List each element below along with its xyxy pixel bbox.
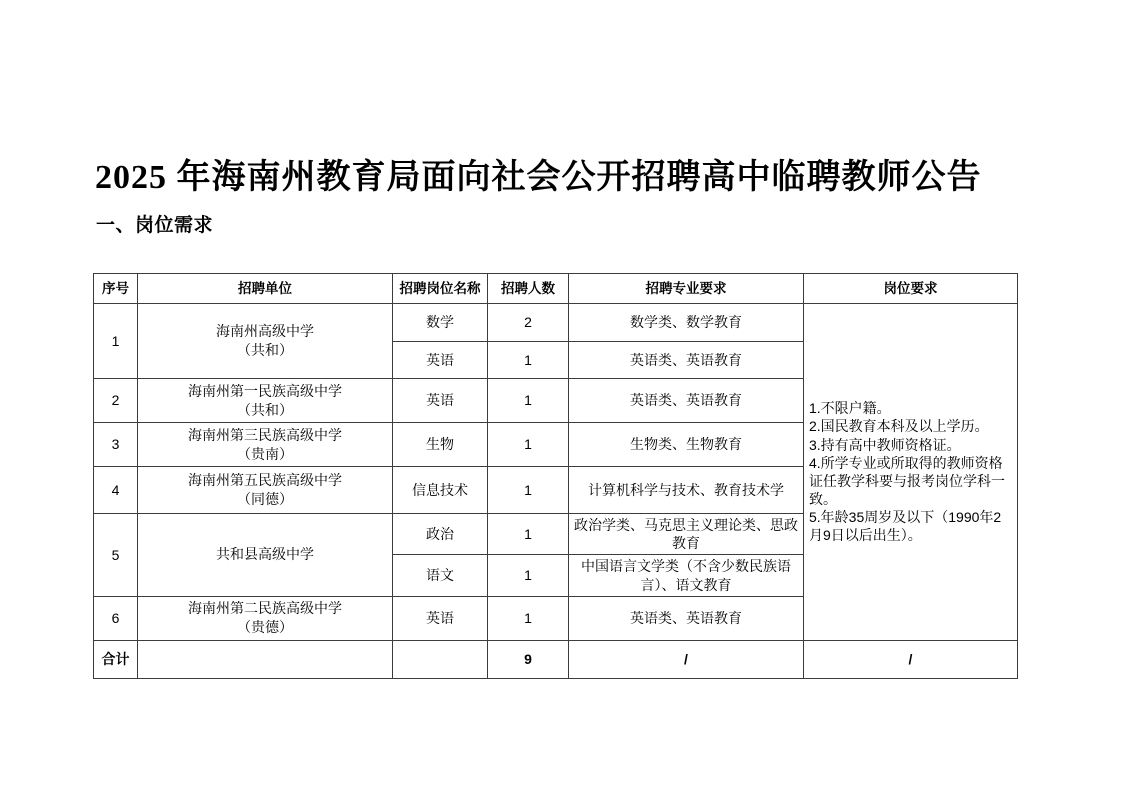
position-name: 政治: [393, 514, 488, 555]
position-name: 英语: [393, 342, 488, 379]
major-requirement: 英语类、英语教育: [569, 342, 804, 379]
position-count: 1: [488, 423, 569, 467]
total-count: 9: [488, 640, 569, 678]
requirement-line: 2.国民教育本科及以上学历。: [809, 418, 989, 435]
col-header-position: 招聘岗位名称: [393, 274, 488, 304]
unit-name: 海南州第五民族高级中学: [188, 472, 342, 489]
unit-name: 海南州第一民族高级中学: [188, 382, 342, 399]
unit-location: （贵南）: [237, 445, 293, 462]
major-requirement: 英语类、英语教育: [569, 596, 804, 640]
position-name: 英语: [393, 379, 488, 423]
unit-location: （贵德）: [237, 619, 293, 636]
unit-name: 海南州高级中学: [216, 323, 314, 340]
position-count: 1: [488, 342, 569, 379]
unit-name: 共和县高级中学: [216, 546, 314, 563]
position-count: 1: [488, 514, 569, 555]
major-requirement: 中国语言文学类（不含少数民族语言）、语文教育: [569, 555, 804, 596]
requirement-line: 4.所学专业或所取得的教师资格证任教学科要与报考岗位学科一致。: [809, 454, 1005, 508]
unit-location: （共和）: [237, 342, 293, 358]
unit-name: 海南州第三民族高级中学: [188, 426, 342, 443]
row-no: 2: [94, 379, 138, 423]
row-no: 4: [94, 467, 138, 514]
total-row: [94, 640, 1018, 678]
position-count: 1: [488, 379, 569, 423]
col-header-count: 招聘人数: [488, 274, 569, 304]
positions-table: [93, 273, 1018, 679]
major-requirement: 计算机科学与技术、教育技术学: [569, 467, 804, 514]
unit-cell: [138, 304, 393, 379]
unit-cell: [138, 514, 393, 597]
major-requirement: 政治学类、马克思主义理论类、思政教育: [569, 514, 804, 555]
major-requirement: 生物类、生物教育: [569, 423, 804, 467]
unit-cell: [138, 423, 393, 467]
row-no: 3: [94, 423, 138, 467]
major-requirement: 英语类、英语教育: [569, 379, 804, 423]
unit-name: 海南州第二民族高级中学: [188, 600, 342, 617]
unit-location: （共和）: [237, 401, 293, 418]
section-heading: 一、岗位需求: [96, 215, 214, 236]
total-major-placeholder: /: [569, 640, 804, 678]
unit-cell: [138, 596, 393, 640]
col-header-unit: 招聘单位: [138, 274, 393, 304]
total-requirement-placeholder: /: [804, 640, 1018, 678]
table-row: [94, 304, 1018, 342]
position-name: 信息技术: [393, 467, 488, 514]
position-name: 生物: [393, 423, 488, 467]
position-count: 1: [488, 467, 569, 514]
total-unit-blank: [138, 640, 393, 678]
table-header-row: [94, 274, 1018, 304]
unit-cell: [138, 467, 393, 514]
position-count: 1: [488, 596, 569, 640]
position-name: 语文: [393, 555, 488, 596]
col-header-requirements: 岗位要求: [804, 274, 1018, 304]
total-label: 合计: [94, 640, 138, 678]
row-no: 6: [94, 596, 138, 640]
unit-cell: [138, 379, 393, 423]
col-header-no: 序号: [94, 274, 138, 304]
position-count: 2: [488, 304, 569, 342]
position-name: 数学: [393, 304, 488, 342]
unit-location: （同德）: [237, 491, 293, 507]
position-count: 1: [488, 555, 569, 596]
row-no: 1: [94, 304, 138, 379]
major-requirement: 数学类、数学教育: [569, 304, 804, 342]
position-name: 英语: [393, 596, 488, 640]
page-title: 2025 年海南州教育局面向社会公开招聘高中临聘教师公告: [95, 158, 982, 196]
total-position-blank: [393, 640, 488, 678]
requirement-line: 5.年龄35周岁及以下（1990年2月9日以后出生）。: [809, 509, 1002, 544]
requirement-line: 1.不限户籍。: [809, 400, 891, 417]
job-requirements-cell: [804, 304, 1018, 641]
row-no: 5: [94, 514, 138, 597]
col-header-major: 招聘专业要求: [569, 274, 804, 304]
requirement-line: 3.持有高中教师资格证。: [809, 436, 961, 453]
